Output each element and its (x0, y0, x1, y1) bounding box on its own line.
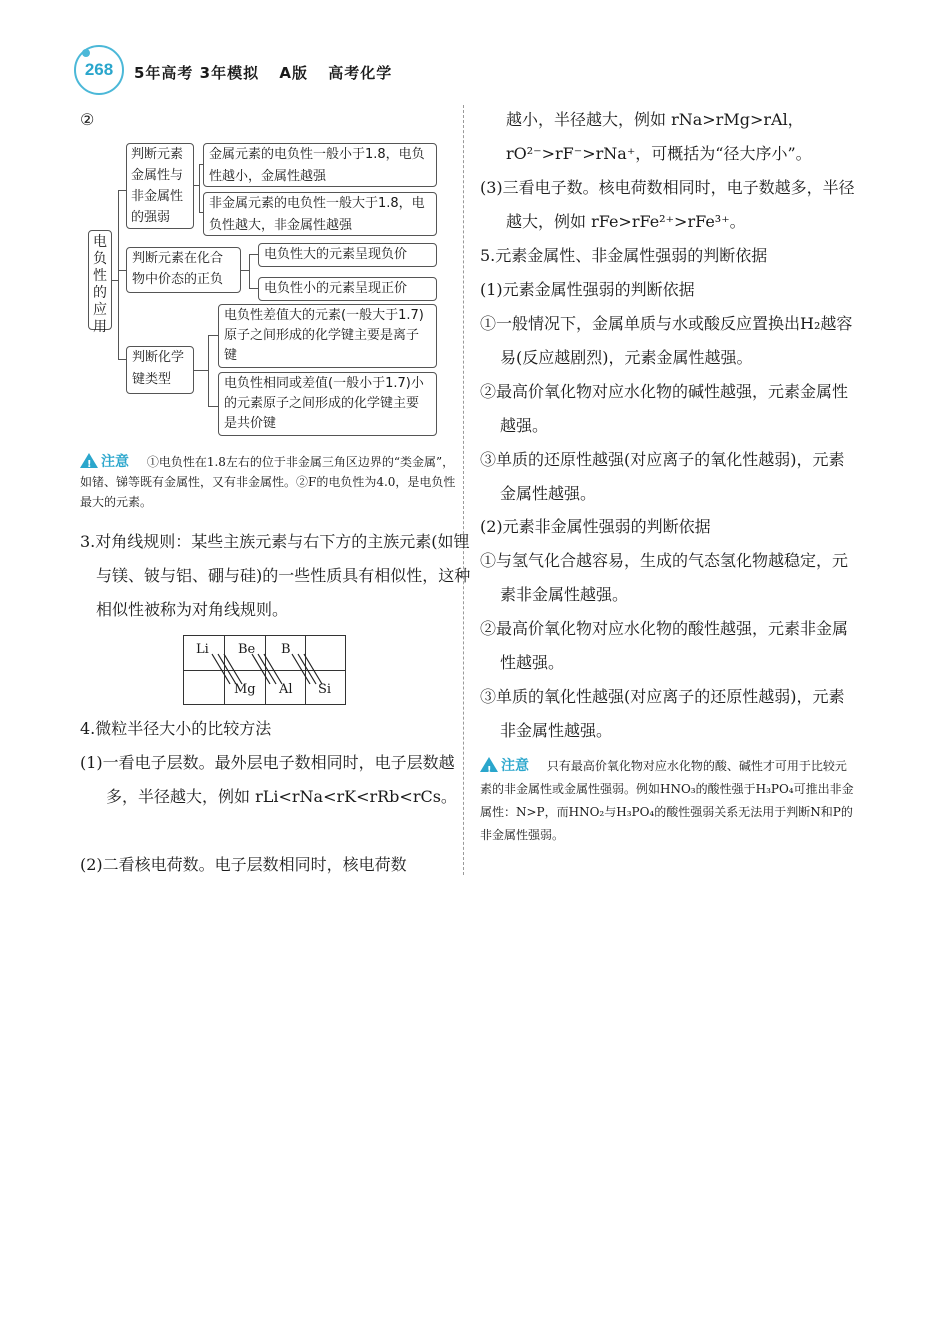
branch-metallicity: 判断元素金属性与非金属性的强弱 (126, 143, 194, 229)
leaf-ionic-bond: 电负性差值大的元素(一般大于1.7)原子之间形成的化学键主要是离子键 (218, 304, 437, 368)
diagonal-rule-table (183, 635, 346, 705)
cell-Be: Be (238, 642, 256, 657)
branch-bond-type: 判断化学键类型 (126, 346, 194, 394)
sub2-item-2: ②最高价氧化物对应水化物的酸性越强，元素非金属性越强。 (480, 619, 849, 672)
mindmap-marker: ② (80, 110, 95, 129)
mindmap-root: 电负性的应用 (88, 230, 112, 330)
note-tag: 注意 (101, 454, 129, 470)
diagonal-rule-text: 3.对角线规则：某些主族元素与右下方的主族元素(如锂与镁、铍与铝、硼与硅)的一些性质具有相似性，这种相似性被称为对角线规则。 (80, 532, 471, 619)
section4-p2-start: (2)二看核电荷数。电子层数相同时，核电荷数 (80, 855, 407, 874)
note-text: ①电负性在1.8左右的位于非金属三角区边界的“类金属”，如锗、锑等既有金属性，又有非金属性。②F的电负性为4.0，是电负性最大的元素。 (80, 455, 456, 509)
sub2-item-3: ③单质的氧化性越强(对应离子的还原性越弱)，元素非金属性越强。 (480, 687, 845, 740)
note-acidity (480, 755, 854, 847)
leaf-nonmetal-electronegativity: 非金属元素的电负性一般大于1.8，电负性越大，非金属性越强 (203, 192, 437, 236)
page-number: 268 (84, 60, 114, 79)
section4-p1: (1)一看电子层数。最外层电子数相同时，电子层数越多，半径越大，例如 rLi<rNa<rK<rRb<rCs。 (80, 753, 457, 806)
leaf-positive-valence: 电负性小的元素呈现正价 (258, 277, 437, 301)
section4-p3: (3)三看电子数。核电荷数相同时，电子数越多，半径越大，例如 rFe>rFe²⁺>rFe³⁺。 (480, 178, 855, 231)
sub1-item-2: ②最高价氧化物对应水化物的碱性越强，元素金属性越强。 (480, 382, 849, 435)
sub1-item-1: ①一般情况下，金属单质与水或酸反应置换出H₂越容易(反应越剧烈)，元素金属性越强。 (480, 314, 853, 367)
subject-label: 高考化学 (328, 64, 393, 82)
section4-p2-end: 越小，半径越大，例如 rNa>rMg>rAl，rO²⁻>rF⁻>rNa⁺，可概括为“径大序小”。 (506, 110, 812, 163)
section4-title: 4.微粒半径大小的比较方法 (80, 719, 272, 738)
running-header (134, 62, 406, 83)
branch-valence-sign: 判断元素在化合物中价态的正负 (126, 247, 241, 293)
cell-Si: Si (318, 682, 332, 697)
leaf-negative-valence: 电负性大的元素呈现负价 (258, 243, 437, 267)
section5-sub1: (1)元素金属性强弱的判断依据 (480, 280, 695, 299)
note-electronegativity (80, 452, 456, 512)
series-title: 5年高考 3年模拟 (134, 64, 260, 82)
leaf-metal-electronegativity: 金属元素的电负性一般小于1.8，电负性越小，金属性越强 (203, 143, 437, 187)
cell-Al: Al (279, 682, 293, 697)
section5-title: 5.元素金属性、非金属性强弱的判断依据 (480, 246, 768, 265)
sub2-item-1: ①与氢气化合越容易，生成的气态氢化物越稳定，元素非金属性越强。 (480, 551, 849, 604)
cell-Li: Li (196, 642, 209, 657)
sub1-item-3: ③单质的还原性越强(对应离子的氧化性越弱)，元素金属性越强。 (480, 450, 845, 503)
section5-sub2: (2)元素非金属性强弱的判断依据 (480, 517, 711, 536)
edition-label: A版 (279, 64, 308, 82)
warning-icon (80, 453, 98, 468)
note-tag: 注意 (501, 758, 529, 774)
note-text: 只有最高价氧化物对应水化物的酸、碱性才可用于比较元素的非金属性或金属性强弱。例如HNO₃的酸性强于H₃PO₄可推出非金属性：N>P，而HNO₂与H₃PO₄的酸性强弱关系无法用于判断N和P的非金属性强弱。 (480, 759, 854, 842)
leaf-covalent-bond: 电负性相同或差值(一般小于1.7)小的元素原子之间形成的化学键主要是共价键 (218, 372, 437, 436)
cell-B: B (281, 642, 291, 657)
cell-Mg: Mg (234, 682, 256, 697)
warning-icon (480, 757, 498, 772)
